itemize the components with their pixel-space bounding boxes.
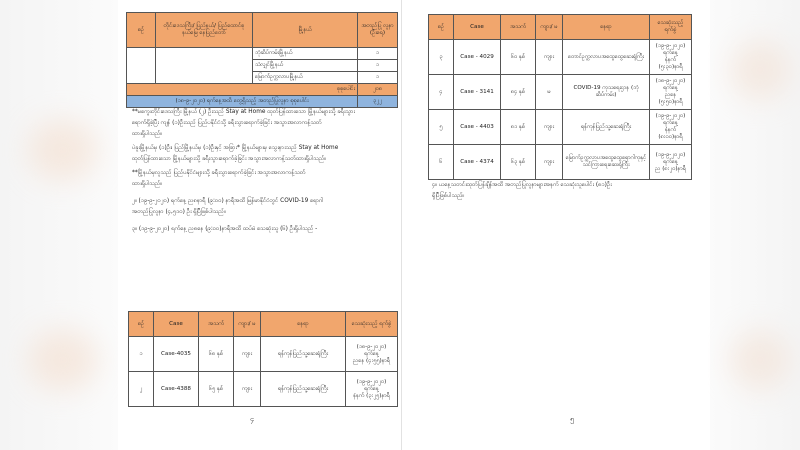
- paragraph-block: [132, 107, 396, 235]
- total-label: (၁၈-၉-၂၀၂၀) ရက်နေ့အထိ တွေ့ရှိသည့် အတည်ပြုလူနာ စုစုပေါင်း: [127, 96, 358, 108]
- header-cell: စဉ်: [429, 15, 454, 40]
- date-line: (၁၉-၉-၂၀၂၀): [356, 378, 387, 385]
- table-row: [429, 75, 692, 110]
- table-cell: ကျား: [536, 145, 563, 180]
- deaths-table-left: [128, 311, 398, 407]
- table-cell: [127, 48, 156, 84]
- date-line: (၁၉-၉-၂၀၂၀): [655, 43, 686, 49]
- paragraph-line: ထားရှိပါသည်။: [132, 131, 163, 137]
- table-cell: Case - 4029: [454, 40, 501, 75]
- header-cell: အတည်ပြု လူနာ (ဦးရေ): [358, 13, 398, 48]
- background-blur: [28, 120, 98, 180]
- table-row: [129, 372, 398, 407]
- paragraph-line: ထားရှိပါသည်။: [132, 181, 163, 187]
- date-line: (၁၉-၉-၂၀၂၀): [655, 151, 686, 158]
- table-cell: မ: [536, 75, 563, 110]
- table-cell: [650, 110, 692, 145]
- table-cell: [346, 372, 398, 407]
- table-cell: [156, 48, 253, 84]
- table-row: [429, 145, 692, 180]
- header-cell: အသက်: [501, 15, 536, 40]
- table-cell: COVID-19 ကုသရေးဌာန (ဘုံဆိပ်ကမ်း): [563, 75, 650, 110]
- table-cell: ကျား: [536, 110, 563, 145]
- table-row: [429, 110, 692, 145]
- header-cell: ကျား/ မ: [536, 15, 563, 40]
- table-cell: ၄: [429, 75, 454, 110]
- background-right: [710, 0, 800, 450]
- header-cell: ကျား/ မ: [234, 312, 261, 337]
- table-cell: ၅: [429, 110, 454, 145]
- paragraph-line: ပဲခူးမြို့နယ်မှ (၁)ဦး၊ ပြည်မြို့နယ်မှ (၁)ဦးနှင့် အခြား* မြို့နယ်များမှ သွေးနားသည် Stay at Home: [132, 145, 339, 151]
- paragraph-line: **မကွေးတိုင်းဒေသကြီး မြို့နယ် (၂) ဦးသည် Stay at Home ထုတ်ပြန်ထားသော မြို့နယ်များသို့ ခရီးသွား: [132, 109, 355, 115]
- date-line: ရက်နေ့: [663, 158, 678, 165]
- table-cell: ရန်ကုန်ပြည်သူ့ဆေးရုံကြီး: [563, 110, 650, 145]
- table-cell: Case - 3141: [454, 75, 501, 110]
- table-cell: Case - 4403: [454, 110, 501, 145]
- table-cell: ၁: [358, 72, 398, 84]
- table-cell: ၁: [358, 60, 398, 72]
- paragraph-line: **မြို့နယ်မှလူသည် ပြည်ပနိုင်ငံများသို့ ခရီးသွားရောက်ခဲ့ခြင်း အသွားအလာကန့်သတ်: [132, 170, 306, 176]
- date-line: ရက်နေ့: [663, 85, 678, 91]
- table-cell: Case-4388: [154, 372, 199, 407]
- date-line: နံနက် (၈:၀၀)နာရီ: [658, 127, 683, 140]
- page-number: ၄: [250, 415, 254, 423]
- table-cell: Case-4035: [154, 337, 199, 372]
- table-cell: ၈၄ နှစ်: [501, 75, 536, 110]
- table-cell: [650, 40, 692, 75]
- paragraph-line: ၂။ (၁၉-၉-၂၀၂၀) ရက်နေ့ ည၈နာရီ (၉:၀၀) နာရီအထိ မြန်မာနိုင်ငံတွင် COVID-19 ရောဂါ: [132, 198, 324, 204]
- table-row: [127, 48, 398, 60]
- table-header-row: [429, 15, 692, 40]
- table-cell: ၈၁ နှစ်: [501, 110, 536, 145]
- date-line: ညနေ (၅:၅၀)နာရီ: [658, 92, 683, 105]
- header-cell: စဉ်: [129, 312, 154, 337]
- paragraph-line: အတည်ပြုလူနာ (၄,၅၁၀) ဦး ရှိပြီဖြစ်ပါသည်။: [132, 209, 226, 215]
- date-line: (၁၈-၉-၂၀၂၀): [655, 78, 686, 84]
- table-cell: ၁: [129, 337, 154, 372]
- table-row: [129, 337, 398, 372]
- table-row: [429, 40, 692, 75]
- table-cell: ၂: [129, 372, 154, 407]
- table-cell: ၆၅ နှစ်: [199, 372, 234, 407]
- paragraph-line: ရှိပြီဖြစ်ပါသည်။: [432, 193, 465, 199]
- table-cell: [650, 75, 692, 110]
- table-header-row: [127, 13, 398, 48]
- date-line: ရက်နေ့: [364, 385, 379, 392]
- header-cell: အသက်: [199, 312, 234, 337]
- background-blur: [28, 330, 98, 390]
- date-line: ည (၈:၂၀)နာရီ: [655, 165, 686, 172]
- background-left: [0, 0, 118, 450]
- paragraph-line: ၃။ (၁၉-၉-၂၀၂၀) ရက်နေ့ ည၈နေ (၉:၀၀)နာရီအထိ ထပ်မံ သေဆုံးသူ (၆) ဦးရှိပါသည် -: [132, 226, 318, 232]
- table-header-row: [129, 312, 398, 337]
- header-cell: နေရာ: [261, 312, 346, 337]
- date-line: ရက်နေ့: [663, 50, 678, 56]
- table-cell: [650, 145, 692, 180]
- date-line: နံနက် (၅:၃၀)နာရီ: [658, 57, 683, 70]
- table-cell: မြောက်ဥက္ကလာပအထွေထွေရောဂါကုနှင့် သင်ကြားရေးဆေးရုံကြီး: [563, 145, 650, 180]
- header-cell: မြို့နယ်: [253, 13, 358, 48]
- header-cell: တိုင်းဒေသကြီး/ ပြည်နယ်/ ပြည်ထောင်စုနယ်မြေ နေပြည်တော်: [156, 13, 253, 48]
- header-cell: စဉ်: [127, 13, 156, 48]
- table-cell: ကျား: [234, 372, 261, 407]
- date-line: နံနက် (၃:၂၅)နာရီ: [353, 392, 390, 399]
- date-line: ရက်နေ့: [663, 120, 678, 126]
- background-blur: [730, 330, 790, 390]
- document-page-right: [402, 0, 708, 450]
- table-cell: Case - 4374: [454, 145, 501, 180]
- paragraph-line: ထုတ်ပြန်ထားသော မြို့နယ်များသို့ ခရီးသွားရောက်ခဲ့ခြင်း အသွားအလာကန့်သတ်ထားရှိပါသည်။: [132, 156, 327, 162]
- table-cell: ၃: [429, 40, 454, 75]
- table-cell: ကျား: [536, 40, 563, 75]
- table-cell: [346, 337, 398, 372]
- table-cell: ဘုံဆိပ်ကမ်းမြို့နယ်: [253, 48, 358, 60]
- paragraph-line: ၄။ ယနေ့သတင်းထုတ်ပြန်ချိန်အထိ အတည်ပြုလူနာများအနက် သေဆုံးသူပေါင်း (၈၁)ဦး: [432, 182, 612, 188]
- table-cell: မြောက်ဥက္ကလာပမြို့နယ်: [253, 72, 358, 84]
- date-line: (၁၈-၉-၂၀၂၀): [356, 343, 387, 350]
- paragraph-block: [432, 180, 694, 202]
- page-number: ၅: [570, 415, 574, 423]
- table-cell: ၆၀ နှစ်: [501, 40, 536, 75]
- subtotal-label: စုစုပေါင်း: [127, 84, 358, 96]
- date-line: (၁၉-၉-၂၀၂၀): [655, 113, 686, 119]
- subtotal-row: [127, 84, 398, 96]
- header-cell: Case: [154, 312, 199, 337]
- table-cell: ရန်ကုန်ပြည်သူ့ဆေးရုံကြီး: [261, 337, 346, 372]
- total-value: ၃၂၂: [358, 96, 398, 108]
- table-cell: ကျား: [234, 337, 261, 372]
- table-cell: သံလျှင်မြို့နယ်: [253, 60, 358, 72]
- header-cell: သေဆုံးသည့် ရက်စွဲ: [346, 312, 398, 337]
- document-page-left: [118, 0, 402, 450]
- table-cell: ၁: [358, 48, 398, 60]
- subtotal-value: ၂၀၈: [358, 84, 398, 96]
- header-cell: သေဆုံးသည့် ရက်စွဲ: [650, 15, 692, 40]
- total-row: [127, 96, 398, 108]
- table-cell: ၆၃ နှစ်: [501, 145, 536, 180]
- table-cell: ရန်ကုန်ပြည်သူ့ဆေးရုံကြီး: [261, 372, 346, 407]
- table-cell: ၆: [429, 145, 454, 180]
- header-cell: Case: [454, 15, 501, 40]
- date-line: ညနေ (၄:၅၅)နာရီ: [352, 357, 391, 364]
- deaths-table-right: [428, 14, 692, 180]
- paragraph-line: ရောက်ရှိခဲ့ပြီး ကျန် (၁)ဦးသည် ပြည်ပနိုင်ငံသို့ ခရီးသွားရောက်ခဲ့ခြင်း အသွားအလာကန့်သတ်: [132, 120, 322, 126]
- table-cell: ၆၈ နှစ်: [199, 337, 234, 372]
- date-line: ရက်နေ့: [364, 350, 379, 357]
- header-cell: နေရာ: [563, 15, 650, 40]
- summary-table: [126, 12, 398, 108]
- background-blur: [730, 40, 790, 100]
- table-cell: တောင်ဥက္ကလာပအထွေထွေဆေးရုံကြီး: [563, 40, 650, 75]
